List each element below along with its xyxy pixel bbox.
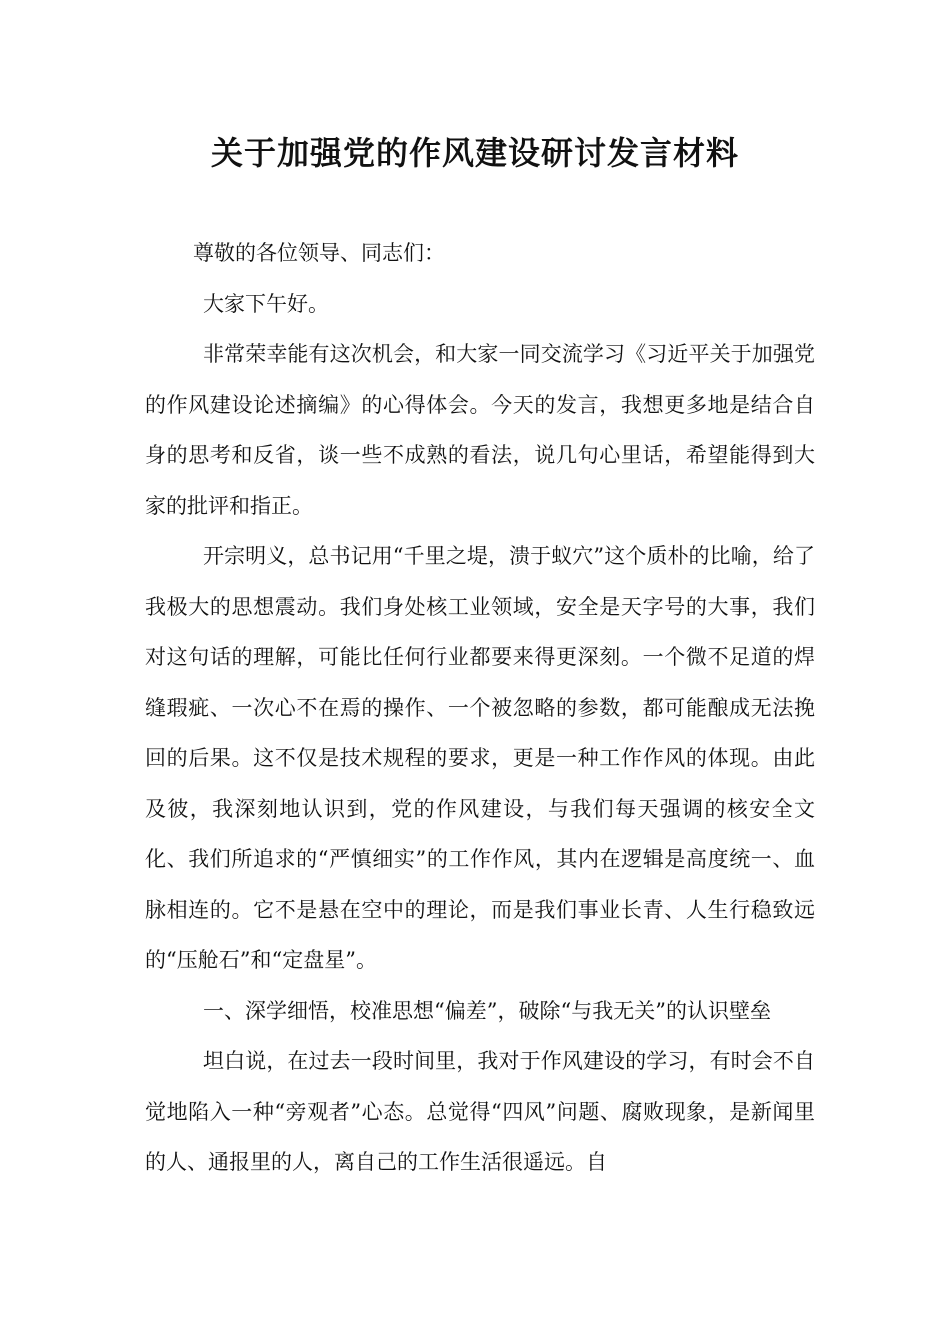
salutation: 尊敬的各位领导、同志们： xyxy=(193,241,445,265)
body-paragraph: 开宗明义，总书记用“千里之堤，溃于蚁穴”这个质朴的比喻，给了我极大的思想震动。我们身处核工业领域，安全是天字号的大事，我们对这句话的理解，可能比任何行业都要来得更深刻。一个微不足道的焊缝瑕疵、一次心不在焉的操作、一个被忽略的参数，都可能酿成无法挽回的后果。这不仅是技术规程的要求，更是一种工作作风的体现。由此及彼，我深刻地认识到，党的作风建设，与我们每天强调的核安全文化、我们所追求的“严慎细实”的工作作风，其内在逻辑是高度统一、血脉相连的。它不是悬在空中的理论，而是我们事业长青、人生行稳致远的“压舱石”和“定盘星”。 xyxy=(145,544,815,972)
intro-paragraph: 非常荣幸能有这次机会，和大家一同交流学习《习近平关于加强党的作风建设论述摘编》的心得体会。今天的发言，我想更多地是结合自身的思考和反省，谈一些不成熟的看法，说几句心里话，希望能得到大家的批评和指正。 xyxy=(145,342,815,518)
document-title: 关于加强党的作风建设研讨发言材料 xyxy=(210,134,739,172)
greeting: 大家下午好。 xyxy=(203,291,329,316)
section-heading: 一、深学细悟，校准思想“偏差”，破除“与我无关”的认识壁垒 xyxy=(203,998,771,1023)
document-body xyxy=(145,228,815,1188)
section-paragraph: 坦白说，在过去一段时间里，我对于作风建设的学习，有时会不自觉地陷入一种“旁观者”心态。总觉得“四风”问题、腐败现象，是新闻里的人、通报里的人，离自己的工作生活很遥远。自 xyxy=(145,1049,815,1174)
